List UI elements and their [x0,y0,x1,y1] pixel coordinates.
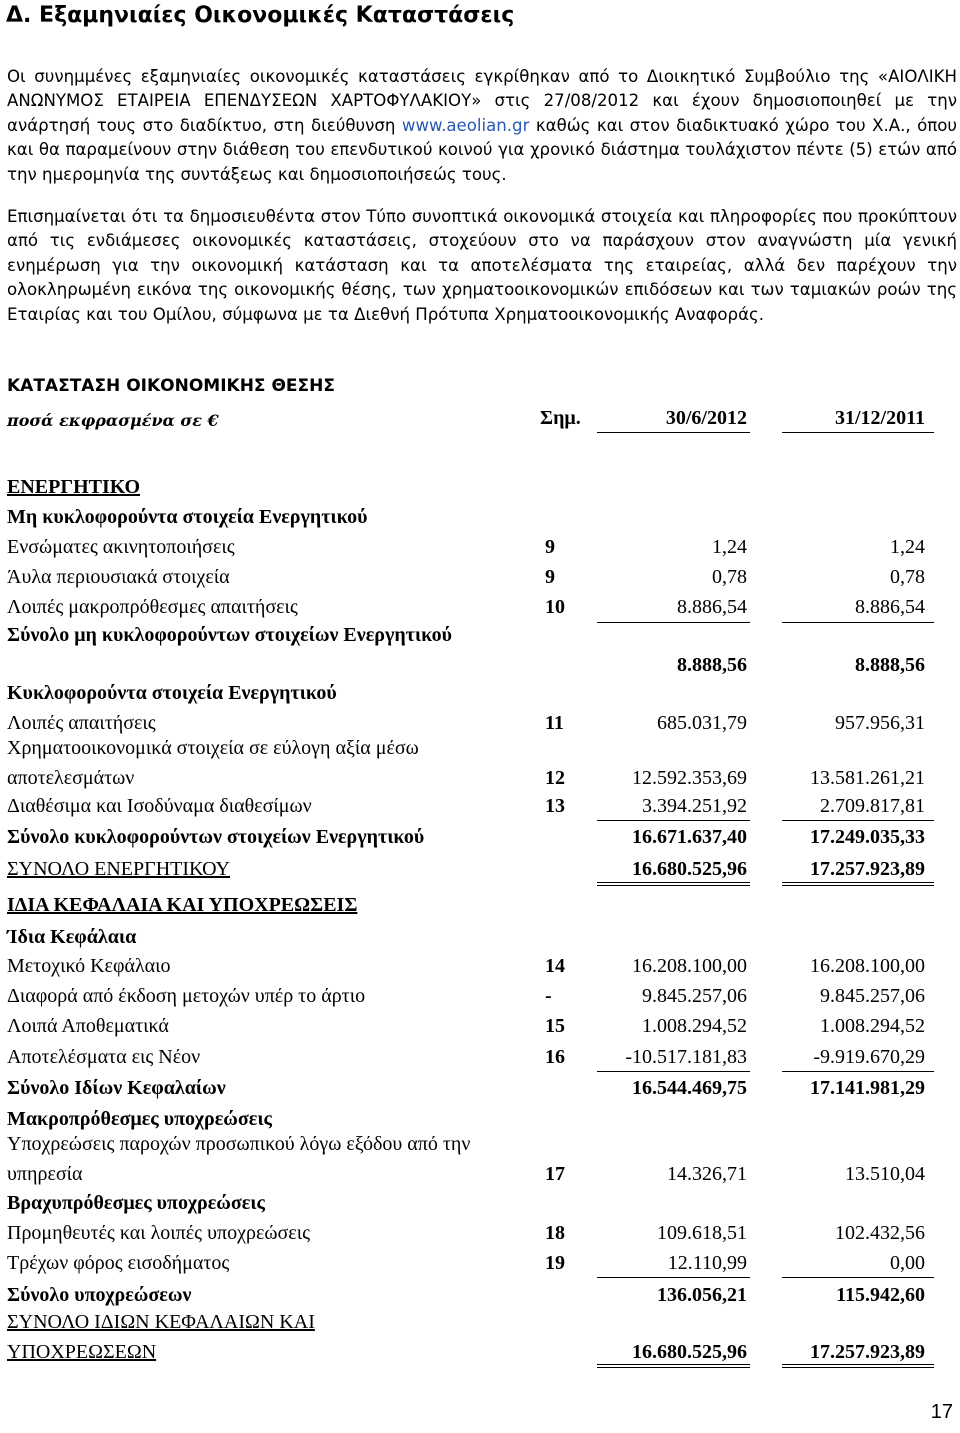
table-row-subtotal [0,620,960,680]
total-rule [597,1364,750,1365]
date2-header-rule [782,432,934,433]
row-value-2011: 13.510,04 [845,1163,925,1185]
row-value-2012: 12.592.353,69 [632,767,747,789]
row-note: 9 [545,566,555,588]
row-value-2011: 17.257.923,89 [810,858,925,880]
row-label: ΣΥΝΟΛΟ ΕΝΕΡΓΗΤΙΚΟΥ [7,858,230,880]
section-title: Δ. Εξαμηνιαίες Οικονομικές Καταστάσεις [6,3,515,28]
total-rule [782,885,934,886]
row-value-2012: 16.544.469,75 [632,1077,747,1099]
total-rule [597,882,750,883]
intro-paragraph [7,65,957,187]
row-value-2011: 102.432,56 [835,1222,925,1244]
table-row [0,922,960,952]
table-row [0,1188,960,1218]
row-label: Λοιπά Αποθεματικά [7,1015,169,1037]
row-label: Αποτελέσματα εις Νέον [7,1046,201,1068]
table-row [0,502,960,532]
row-label: Σύνολο κυκλοφορούντων στοιχείων Ενεργητικού [7,826,425,848]
row-value-2012: 0,78 [712,566,747,588]
row-note: 12 [545,767,565,789]
row-value-2012: 9.845.257,06 [642,985,747,1007]
row-label: Λοιπές απαιτήσεις [7,712,156,734]
row-value-2012: 16.680.525,96 [632,858,747,880]
row-note: 9 [545,536,555,558]
row-value-2011: 17.257.923,89 [810,1341,925,1363]
table-row [0,562,960,592]
table-row [0,1129,960,1189]
subtotal-rule [782,820,934,821]
row-note: 13 [545,795,565,817]
row-value-2012: 16.671.637,40 [632,826,747,848]
row-note: 15 [545,1015,565,1037]
total-rule [597,1367,750,1368]
row-label: Κυκλοφορούντα στοιχεία Ενεργητικού [7,682,337,704]
row-value-2011: 115.942,60 [836,1284,925,1306]
subtotal-rule [782,1277,934,1278]
date2-column-header: 31/12/2011 [834,407,925,429]
row-value-2012: 12.110,99 [667,1252,747,1274]
table-row-total-equity-liabilities [0,1307,960,1367]
row-value-2012: -10.517.181,83 [625,1046,747,1068]
row-note: 11 [545,712,564,734]
row-value-2012: 16.680.525,96 [632,1341,747,1363]
row-label: Ίδια Κεφάλαια [7,926,137,948]
table-row [0,1011,960,1041]
table-row [0,951,960,981]
table-row-subtotal [0,822,960,852]
table-row-subtotal [0,1280,960,1310]
row-note: 17 [545,1163,565,1185]
table-row [0,1042,960,1072]
table-row-assets-heading [0,472,960,502]
row-label: Υποχρεώσεις παροχών προσωπικού λόγω εξόδου από την υπηρεσία [7,1133,471,1185]
table-row [0,791,960,821]
row-label: ΕΝΕΡΓΗΤΙΚΟ [7,476,140,498]
row-value-2012: 136.056,21 [657,1284,747,1306]
row-label: Διαθέσιμα και Ισοδύναμα διαθεσίμων [7,795,312,817]
table-row [0,1248,960,1278]
row-note: 10 [545,596,565,618]
row-note: - [545,985,552,1007]
row-note: 18 [545,1222,565,1244]
row-value-2011: 2.709.817,81 [820,795,925,817]
website-link[interactable]: www.aeolian.gr [401,115,530,135]
intro-text-part1: Οι συνημμένες εξαμηνιαίες οικονομικές καταστάσεις εγκρίθηκαν από το Διοικητικό Συμβούλιο της «ΑΙΟΛΙΚΗ ΑΝΩΝΥΜΟΣ ΕΤΑΙΡΕΙΑ ΕΠΕΝΔΥΣΕΩΝ ΧΑΡΤΟΦΥΛΑΚΙΟΥ» στις 27/08/2012 και έχουν δημοσιοποιηθεί με την ανάρτησή τους στο διαδίκτυο, στη διεύθυνση [7,67,957,135]
row-note: 14 [545,955,565,977]
row-value-2011: 8.886,54 [855,596,925,618]
row-value-2012: 109.618,51 [657,1222,747,1244]
table-row-subtotal [0,1073,960,1103]
row-value-2011: 0,78 [890,566,925,588]
row-value-2012: 8.888,56 [677,654,747,676]
row-label: Μακροπρόθεσμες υποχρεώσεις [7,1108,272,1130]
row-label: Βραχυπρόθεσμες υποχρεώσεις [7,1192,265,1214]
row-value-2011: 17.249.035,33 [810,826,925,848]
table-row [0,678,960,708]
table-row-equity-liabilities-heading [0,890,960,920]
row-value-2012: 685.031,79 [657,712,747,734]
row-value-2011: -9.919.670,29 [813,1046,925,1068]
row-note: 16 [545,1046,565,1068]
row-label: Μετοχικό Κεφάλαιο [7,955,171,977]
row-value-2011: 9.845.257,06 [820,985,925,1007]
currency-note: ποσά εκφρασμένα σε € [7,411,219,430]
row-value-2011: 0,00 [890,1252,925,1274]
table-row-total-assets [0,854,960,884]
row-label: Σύνολο μη κυκλοφορούντων στοιχείων Ενεργητικού [7,624,452,646]
intro-text-part2: καθώς και στον διαδικτυακό χώρο του Χ.Α., όπου και θα παραμείνουν στην διάθεση του επενδυτικού κοινού για χρονικό διάστημα τουλάχιστον πέντε (5) ετών από την ημερομηνία της συντάξεως και δημοσιοποιήσεώς τους. [7,115,958,184]
row-label: Άυλα περιουσιακά στοιχεία [7,566,230,588]
subtotal-rule [597,1277,750,1278]
total-rule [782,1367,934,1368]
date1-header-rule [597,432,750,433]
row-value-2012: 8.886,54 [677,596,747,618]
table-row [0,981,960,1011]
subtotal-rule [597,820,750,821]
row-label: Ενσώματες ακινητοποιήσεις [7,536,235,558]
total-rule [782,882,934,883]
row-label: Χρηματοοικονομικά στοιχεία σε εύλογη αξία μέσω αποτελεσμάτων [7,737,419,789]
date1-column-header: 30/6/2012 [665,407,747,429]
total-rule [782,1364,934,1365]
row-label: Διαφορά από έκδοση μετοχών υπέρ το άρτιο [7,985,366,1007]
row-label: Λοιπές μακροπρόθεσμες απαιτήσεις [7,596,298,618]
row-value-2011: 17.141.981,29 [810,1077,925,1099]
row-value-2011: 16.208.100,00 [810,955,925,977]
table-row [0,1218,960,1248]
row-value-2012: 3.394.251,92 [642,795,747,817]
table-row [0,532,960,562]
row-value-2011: 8.888,56 [855,654,925,676]
row-label: Μη κυκλοφορούντα στοιχεία Ενεργητικού [7,506,368,528]
disclaimer-paragraph: Επισημαίνεται ότι τα δημοσιευθέντα στον Τύπο συνοπτικά οικονομικά στοιχεία και πληροφορίες που προκύπτουν από τις ενδιάμεσες οικονομικές καταστάσεις, στοχεύουν στο να παράσχουν στον αναγνώστη μία γενική ενημέρωση για την οικονομική κατάσταση και τα αποτελέσματα της εταιρείας, αλλά δεν παρέχουν την ολοκληρωμένη εικόνα της οικονομικής θέσης, των χρηματοοικονομικών επιδόσεων και των ταμιακών ροών της Εταιρίας και του Ομίλου, σύμφωνα με τα Διεθνή Πρότυπα Χρηματοοικονομικής Αναφοράς. [7,207,957,324]
subtotal-rule [782,1071,934,1072]
note-column-header: Σημ. [540,407,581,429]
table-row [0,733,960,793]
row-value-2012: 1,24 [712,536,747,558]
row-value-2011: 1,24 [890,536,925,558]
subtotal-rule [597,1071,750,1072]
row-label: Προμηθευτές και λοιπές υποχρεώσεις [7,1222,310,1244]
row-label: Σύνολο υποχρεώσεων [7,1284,192,1306]
row-value-2012: 16.208.100,00 [632,955,747,977]
row-label: Τρέχων φόρος εισοδήματος [7,1252,230,1274]
row-label: ΣΥΝΟΛΟ ΙΔΙΩΝ ΚΕΦΑΛΑΙΩΝ ΚΑΙ ΥΠΟΧΡΕΩΣΕΩΝ [7,1311,315,1363]
row-note: 19 [545,1252,565,1274]
row-value-2012: 1.008.294,52 [642,1015,747,1037]
page-number: 17 [930,1401,953,1423]
row-value-2011: 1.008.294,52 [820,1015,925,1037]
statement-title: ΚΑΤΑΣΤΑΣΗ ΟΙΚΟΝΟΜΙΚΗΣ ΘΕΣΗΣ [7,376,335,396]
total-rule [597,885,750,886]
table-row [0,592,960,622]
row-value-2011: 957.956,31 [835,712,925,734]
row-label: Σύνολο Ιδίων Κεφαλαίων [7,1077,226,1099]
row-value-2012: 14.326,71 [667,1163,747,1185]
row-value-2011: 13.581.261,21 [810,767,925,789]
row-label: ΙΔΙΑ ΚΕΦΑΛΑΙΑ ΚΑΙ ΥΠΟΧΡΕΩΣΕΙΣ [7,894,358,916]
